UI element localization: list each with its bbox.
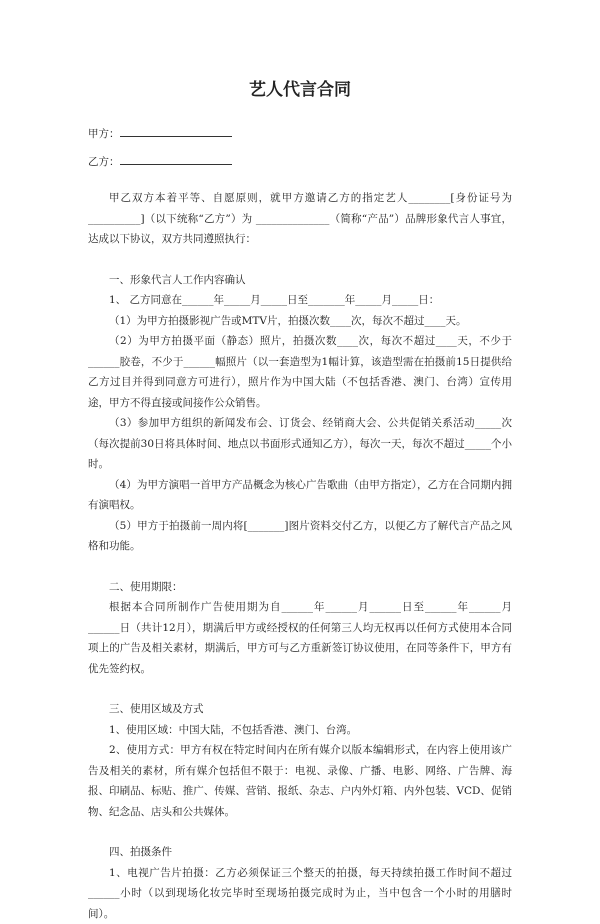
section-1-item-5: （5）甲方于拍摄前一周内将[_______]图片资料交付乙方，以便乙方了解代言产品之风格和功能。 xyxy=(88,516,512,557)
party-a-label: 甲方： xyxy=(88,128,120,140)
section-3-clause-2: 2、使用方式：甲方有权在特定时间内在所有媒介以版本编辑形式，在内容上使用该广告及相关的素材，所有媒介包括但不限于：电视、录像、广播、电影、网络、广告牌、海报、印刷品、标贴、推广、传媒、营销、报纸、杂志、户内外灯箱、内外包装、VCD、促销物、纪念品、店头和公共媒体。 xyxy=(88,740,512,822)
section-3-clause-1: 1、使用区域：中国大陆，不包括香港、澳门、台湾。 xyxy=(88,720,512,741)
party-b-label: 乙方： xyxy=(88,156,120,168)
intro-paragraph: 甲乙双方本着平等、自愿原则，就甲方邀请乙方的指定艺人________[身份证号为__________]（以下统称“乙方”）为 ______________（简称“产品”）品牌形象代言人事宜，达成以下协议，双方共同遵照执行： xyxy=(88,188,512,250)
section-2-paragraph: 根据本合同所制作广告使用期为自______年______月______日至______年______月______日（共计12月），期满后甲方或经授权的任何第三人均无权再以任何方式使用本合同项上的广告及相关素材，期满后，甲方可与乙方重新签订协议使用，在同等条件下，甲方有优先签约权。 xyxy=(88,597,512,679)
party-a-line xyxy=(88,126,512,146)
section-1-item-3: （3）参加甲方组织的新闻发布会、订货会、经销商大会、公共促销关系活动_____次（每次提前30日将具体时间、地点以书面形式通知乙方），每次一天，每次不超过_____个小时。 xyxy=(88,413,512,475)
party-b-blank xyxy=(120,154,232,165)
section-4-clause-1: 1、电视广告片拍摄：乙方必须保证三个整天的拍摄，每天持续拍摄工作时间不超过______小时（以到现场化妆完毕时至现场拍摄完成时为止，当中包含一个小时的用膳时间）。 xyxy=(88,863,512,924)
contract-title: 艺人代言合同 xyxy=(88,0,512,126)
section-3-heading: 三、使用区域及方式 xyxy=(88,699,512,720)
section-1-heading: 一、形象代言人工作内容确认 xyxy=(88,270,512,291)
section-2-heading: 二、使用期限： xyxy=(88,577,512,598)
section-1-clause-1: 1、 乙方同意在______年_____月_____日至_______年_____月_____日： xyxy=(88,290,512,311)
section-1-item-1: （1）为甲方拍摄影视广告或MTV片，拍摄次数____次，每次不超过____天。 xyxy=(88,311,512,332)
section-1-item-2: （2）为甲方拍摄平面（静态）照片，拍摄次数____次，每次不超过____天，不少于______胶卷，不少于______幅照片（以一套造型为1幅计算，该造型需在拍摄前15日提供给乙方过目并得到同意方可进行），照片作为中国大陆（不包括香港、澳门、台湾）宣传用途，甲方不得直接或间接作公众销售。 xyxy=(88,331,512,413)
party-b-line xyxy=(88,154,512,174)
section-4-heading: 四、拍摄条件 xyxy=(88,842,512,863)
section-1-item-4: （4）为甲方演唱一首甲方产品概念为核心广告歌曲（由甲方指定），乙方在合同期内拥有演唱权。 xyxy=(88,475,512,516)
party-a-blank xyxy=(120,126,232,137)
